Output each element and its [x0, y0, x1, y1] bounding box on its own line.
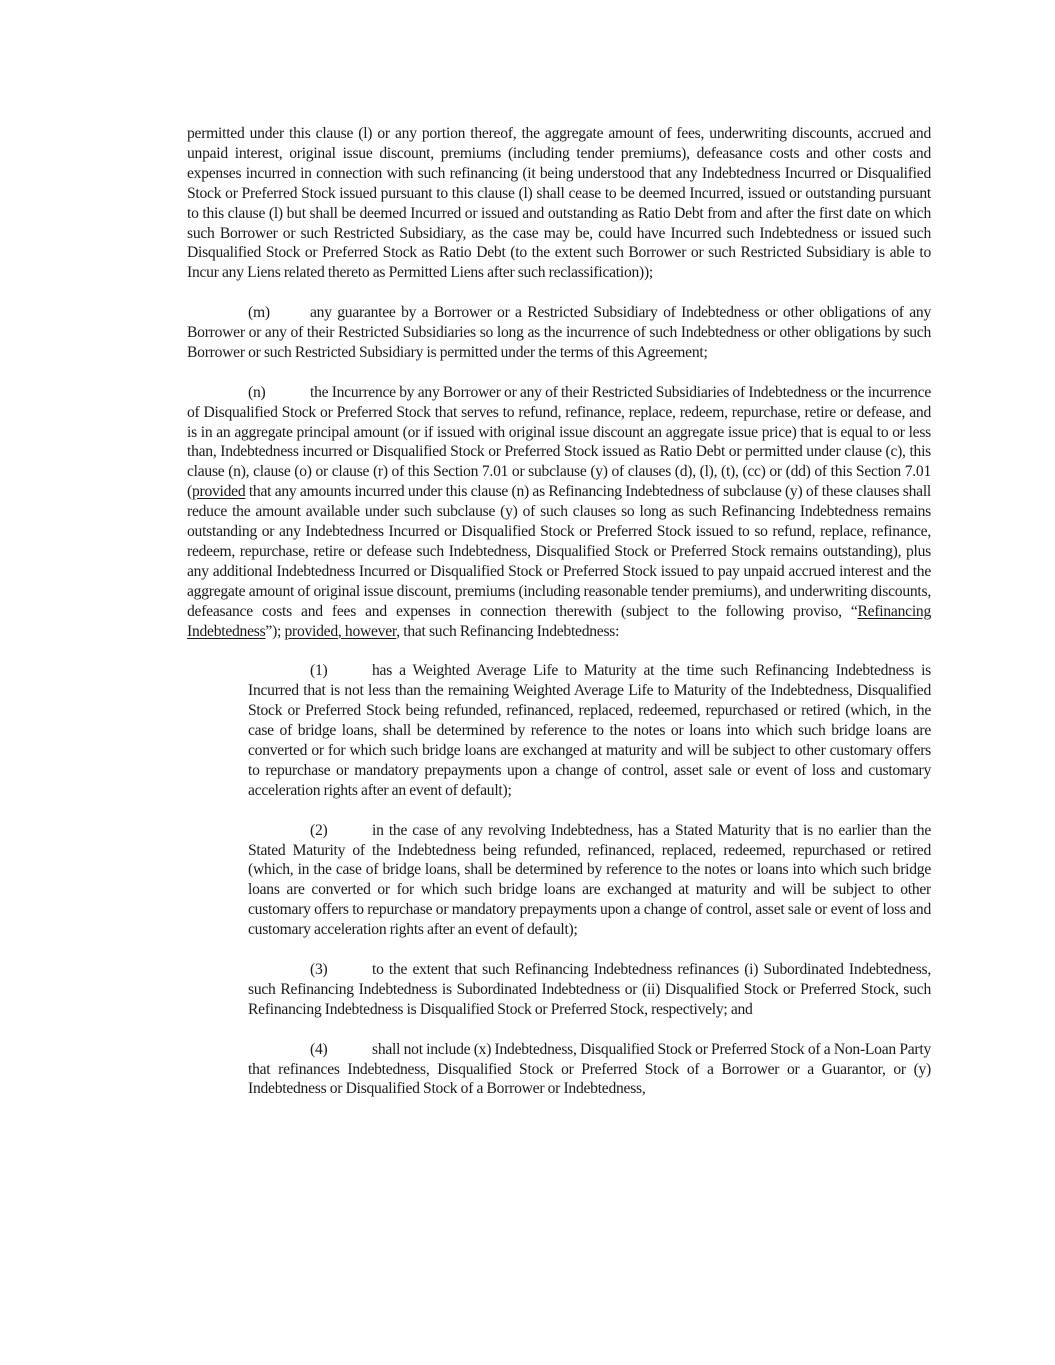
clause-n — [187, 383, 931, 642]
continuation-paragraph: permitted under this clause (l) or any portion thereof, the aggregate amount of fees, underwriting discounts, accrued and unpaid interest, original issue discount, premiums (including tender premiums), defeasance costs and other costs and expenses incurred in connection with such refinancing (it being understood that any Indebtedness Incurred or Disqualified Stock or Preferred Stock issued pursuant to this clause (l) shall cease to be deemed Incurred, issued or outstanding pursuant to this clause (l) but shall be deemed Incurred or issued and outstanding as Ratio Debt from and after the first date on which such Borrower or such Restricted Subsidiary, as the case may be, could have Incurred such Indebtedness or issued such Disqualified Stock or Preferred Stock as Ratio Debt (to the extent such Borrower or such Restricted Subsidiary is able to Incur any Liens related thereto as Permitted Liens after such reclassification)); — [187, 125, 931, 282]
clause-text: any guarantee by a Borrower or a Restricted Subsidiary of Indebtedness or other obligations of any Borrower or any of their Restricted Subsidiaries so long as the incurrence of such Indebtedness or other obligations by such Borrower or such Restricted Subsidiary is permitted under the terms of this Agreement; — [187, 304, 931, 361]
sub-items-list — [248, 661, 931, 1099]
provided-term: provided — [284, 622, 338, 640]
clause-label: (m) — [248, 304, 270, 322]
clause-text: the Incurrence by any Borrower or any of their Restricted Subsidiaries of Indebtedness or the incurrence of Disqualified Stock or Preferred Stock that serves to refund, refinance, replace, redeem, repurchase, retire or defease, and is in an aggregate principal amount (or if issued with original issue discount an aggregate issue price) that is equal to or less than, Indebtedness incurred or Disqualified Stock or Preferred Stock issued as Ratio Debt or permitted under clause (c), this clause (n), clause (o) or clause (r) of this Section 7.01 or subclause (y) of clauses (d), (l), (t), (cc) or (dd) of this Section 7.01 ( — [187, 383, 931, 501]
sub-item-text: has a Weighted Average Life to Maturity at the time such Refinancing Indebtedness is Incurred that is not less than the remaining Weighted Average Life to Maturity of the Indebtedness, Disqualified Stock or Preferred Stock being refunded, refinanced, replaced, redeemed, repurchased or retired (which, in the case of bridge loans, shall be determined by reference to the notes or loans into which such bridge loans are converted or for which such bridge loans are exchanged at maturity and will be subject to other customary offers to repurchase or mandatory prepayments upon a change of control, asset sale or event of loss and customary acceleration rights after an event of default); — [248, 662, 931, 799]
provided-term: provided — [191, 483, 246, 501]
defined-term-refinancing-indebtedness: Refinancing Indebtedness — [187, 602, 931, 640]
clause-label: (n) — [248, 383, 266, 401]
document-page — [187, 124, 931, 1099]
sub-item-text: in the case of any revolving Indebtedness, has a Stated Maturity that is no earlier than the Stated Maturity of the Indebtedness being refunded, refinanced, replaced, redeemed, repurchased or retired (which, in the case of bridge loans, shall be determined by reference to the notes or loans into which such bridge loans are converted or for which such bridge loans are exchanged at maturity and will be subject to other customary offers to repurchase or mandatory prepayments upon a change of control, asset sale or event of loss and customary acceleration rights after an event of default); — [248, 821, 931, 939]
clause-m — [187, 303, 931, 363]
clause-text: that any amounts incurred under this clause (n) as Refinancing Indebtedness of subclause (y) of these clauses shall reduce the amount available under such subclause (y) of such clauses so long as such Refinancing Indebtedness remains outstanding or any Indebtedness Incurred or Disqualified Stock or Preferred Stock issued to so refund, replace, refinance, redeem, repurchase, retire or defease such Indebtedness, Disqualified Stock or Preferred Stock remains outstanding), plus any additional Indebtedness Incurred or Disqualified Stock or Preferred Stock issued to pay unpaid accrued interest and the aggregate amount of original issue discount, premiums (including reasonable tender premiums), and underwriting discounts, defeasance costs and fees and expenses in connection therewith (subject to the following proviso, “ — [187, 483, 931, 620]
clause-text: ”); — [265, 622, 285, 640]
sub-item-label: (2) — [310, 821, 328, 839]
sub-item-4 — [248, 1040, 931, 1100]
sub-item-label: (4) — [310, 1040, 328, 1058]
sub-item-label: (1) — [310, 662, 328, 680]
sub-item-text: to the extent that such Refinancing Indebtedness refinances (i) Subordinated Indebtedness, such Refinancing Indebtedness is Subordinated Indebtedness or (ii) Disqualified Stock or Preferred Stock, such Refinancing Indebtedness is Disqualified Stock or Preferred Stock, respectively; and — [248, 960, 931, 1018]
sub-item-3 — [248, 960, 931, 1020]
however-term: however — [344, 622, 397, 640]
sub-item-1 — [248, 661, 931, 800]
sub-item-text: shall not include (x) Indebtedness, Disqualified Stock or Preferred Stock of a Non-Loan Party that refinances Indebtedness, Disqualified Stock or Preferred Stock of a Borrower or a Guarantor, or (y) Indebtedness or Disqualified Stock of a Borrower or Indebtedness, — [248, 1040, 931, 1098]
sub-item-2 — [248, 821, 931, 940]
clause-text: , that such Refinancing Indebtedness: — [396, 622, 620, 640]
comma: , — [337, 622, 345, 640]
sub-item-label: (3) — [310, 960, 328, 978]
